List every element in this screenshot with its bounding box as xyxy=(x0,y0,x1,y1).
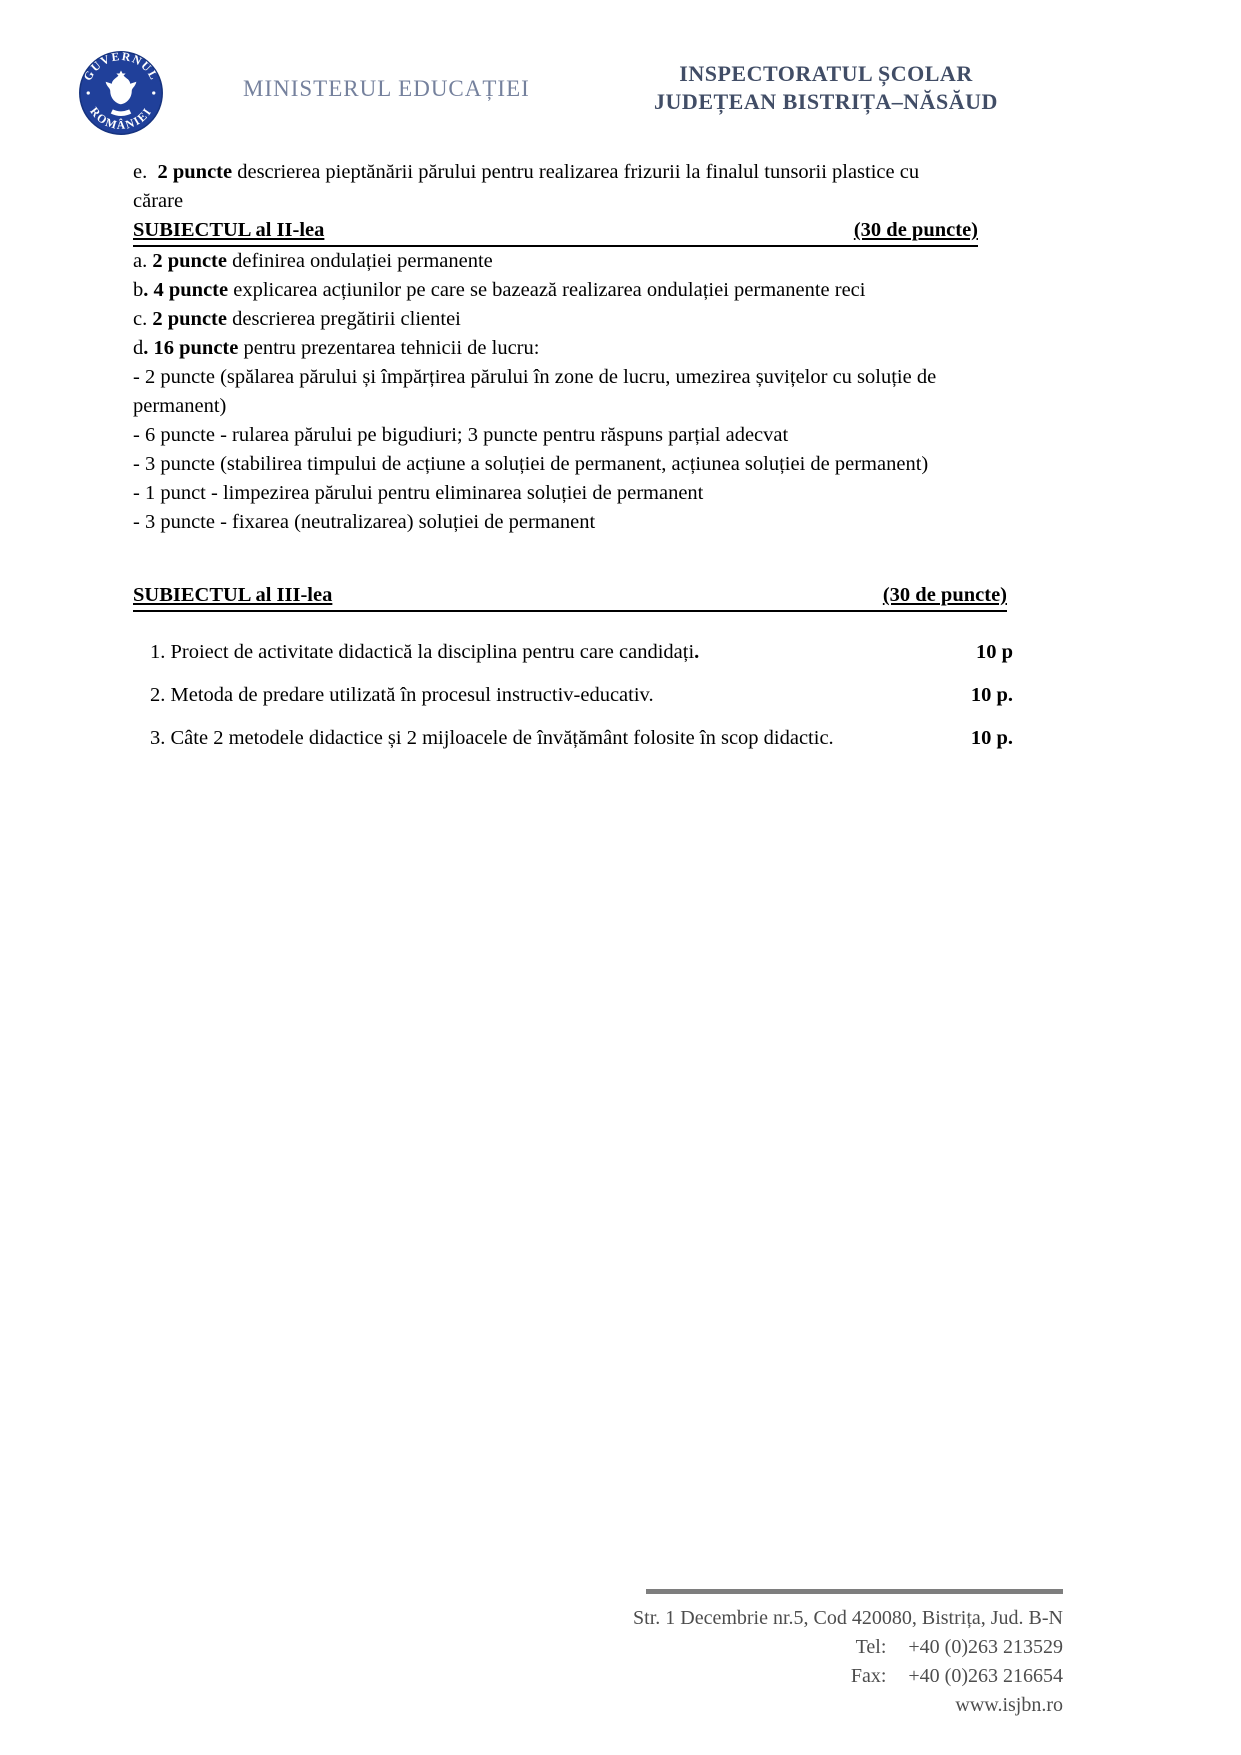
subject2-content xyxy=(133,247,1013,537)
text-segment: - 3 puncte - fixarea (neutralizarea) soluției de permanent xyxy=(133,511,596,533)
text-segment: descrierea pieptănării părului pentru realizarea frizurii la finalul tunsorii plastice cu xyxy=(232,161,920,183)
text-segment: 2 puncte xyxy=(157,161,233,183)
text-segment: descrierea pregătirii clientei xyxy=(226,308,461,330)
item-text xyxy=(133,724,834,753)
text-segment: 2 puncte xyxy=(152,250,227,272)
text-segment: - 3 puncte (stabilirea timpului de acțiune a soluției de permanent, acțiunea soluției de permanent) xyxy=(133,453,929,475)
footer xyxy=(563,1589,1063,1720)
text-segment: . xyxy=(694,641,700,663)
text-segment: . 4 puncte xyxy=(143,279,229,301)
text-segment: - 2 puncte (spălarea părului și împărțirea părului în zone de lucru, umezirea șuvițelor cu soluție de xyxy=(133,366,937,388)
body-line xyxy=(133,305,1013,334)
subject2-header xyxy=(133,216,978,247)
text-segment: a. xyxy=(133,250,153,272)
body-line xyxy=(133,158,1013,187)
body-line xyxy=(133,508,1013,537)
text-segment: - 6 puncte - rularea părului pe bigudiuri; 3 puncte pentru răspuns parțial adecvat xyxy=(133,424,789,446)
footer-tel-label: Tel: xyxy=(855,1636,887,1658)
text-segment: d xyxy=(133,337,144,359)
inspectorate-line2: JUDEȚEAN BISTRIȚA–NĂSĂUD xyxy=(654,89,998,114)
subject2-title: SUBIECTUL al II-lea xyxy=(133,219,325,241)
footer-tel-value: +40 (0)263 213529 xyxy=(908,1636,1063,1658)
text-segment: definirea ondulației permanente xyxy=(226,250,493,272)
text-segment: b xyxy=(133,279,144,301)
text-segment: pentru prezentarea tehnicii de lucru: xyxy=(238,337,540,359)
inspectorate-line1: INSPECTORATUL ȘCOLAR xyxy=(679,61,973,86)
list-item xyxy=(133,724,1013,753)
subject3-title: SUBIECTUL al III-lea xyxy=(133,584,333,606)
footer-tel xyxy=(563,1633,1063,1662)
text-segment: . 16 puncte xyxy=(143,337,239,359)
text-segment: 3. Câte 2 metodele didactice și 2 mijloacele de învățământ folosite în scop didactic. xyxy=(150,727,834,749)
body-line xyxy=(133,392,1013,421)
document-body xyxy=(133,158,1013,767)
body-line xyxy=(133,479,1013,508)
subject3-points: (30 de puncte) xyxy=(882,584,1007,606)
text-segment: c. xyxy=(133,308,153,330)
romania-coat-of-arms-icon xyxy=(78,50,164,136)
body-line xyxy=(133,334,1013,363)
text-segment: explicarea acțiunilor pe care se bazează realizarea ondulației permanente reci xyxy=(228,279,866,301)
footer-fax-label: Fax: xyxy=(850,1665,887,1687)
item-text xyxy=(133,638,699,667)
item-text xyxy=(133,681,654,710)
intro-section xyxy=(133,158,1013,216)
svg-text:GUVERNUL: GUVERNUL xyxy=(81,50,161,83)
inspectorate-name xyxy=(638,60,1014,116)
footer-fax xyxy=(563,1662,1063,1691)
item-points: 10 p. xyxy=(970,727,1013,749)
body-line xyxy=(133,247,1013,276)
text-segment: e. xyxy=(133,161,158,183)
footer-address: Str. 1 Decembrie nr.5, Cod 420080, Bistrița, Jud. B-N xyxy=(633,1607,1063,1629)
body-line xyxy=(133,363,1013,392)
text-segment: 1. Proiect de activitate didactică la disciplina pentru care candidați xyxy=(150,641,695,663)
subject2-points: (30 de puncte) xyxy=(853,219,978,241)
text-segment: 2 puncte xyxy=(152,308,227,330)
body-line xyxy=(133,421,1013,450)
svg-text:ROMÂNIEI: ROMÂNIEI xyxy=(87,104,155,133)
body-line xyxy=(133,276,1013,305)
body-line xyxy=(133,187,1013,216)
list-item xyxy=(133,681,1013,710)
ministry-name: MINISTERUL EDUCAȚIEI xyxy=(243,76,530,101)
body-line xyxy=(133,450,1013,479)
government-logo xyxy=(78,50,164,136)
text-segment: cărare xyxy=(133,190,184,212)
text-segment: - 1 punct - limpezirea părului pentru eliminarea soluției de permanent xyxy=(133,482,704,504)
footer-fax-value: +40 (0)263 216654 xyxy=(908,1665,1063,1687)
subject3-content xyxy=(133,638,1013,753)
list-item xyxy=(133,638,1013,667)
item-points: 10 p. xyxy=(970,684,1013,706)
item-points: 10 p xyxy=(975,641,1013,663)
text-segment: permanent) xyxy=(133,395,227,417)
subject3-header xyxy=(133,581,1007,612)
text-segment: 2. Metoda de predare utilizată în procesul instructiv-educativ. xyxy=(150,684,654,706)
footer-website: www.isjbn.ro xyxy=(955,1694,1063,1716)
footer-divider xyxy=(646,1589,1063,1594)
